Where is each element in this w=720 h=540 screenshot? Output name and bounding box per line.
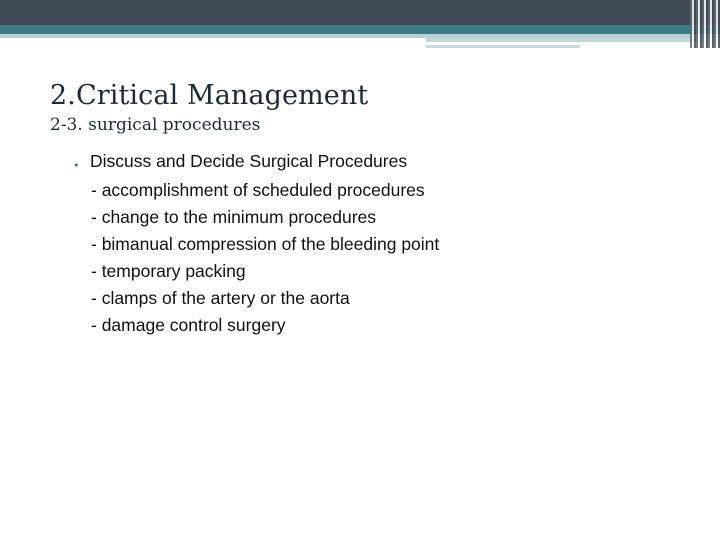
header-vertical-lines (690, 0, 720, 48)
bullet-heading: Discuss and Decide Surgical Procedures (90, 151, 408, 171)
header-accent-strip (426, 38, 720, 42)
list-item: - bimanual compression of the bleeding point (91, 234, 440, 254)
slide-subtitle: 2-3. surgical procedures (50, 115, 261, 135)
slide-title: 2.Critical Management (50, 80, 369, 111)
header-band-teal (0, 25, 720, 34)
header-accent-strip-short (426, 45, 580, 48)
list-item: - damage control surgery (91, 315, 286, 335)
list-item: - change to the minimum procedures (91, 207, 376, 227)
procedure-list (91, 177, 439, 339)
list-item: - accomplishment of scheduled procedures (91, 180, 425, 200)
list-item: - clamps of the artery or the aorta (91, 288, 350, 308)
header-band-dark (0, 0, 720, 25)
list-item: - temporary packing (91, 261, 246, 281)
bullet-icon: • (73, 159, 80, 172)
